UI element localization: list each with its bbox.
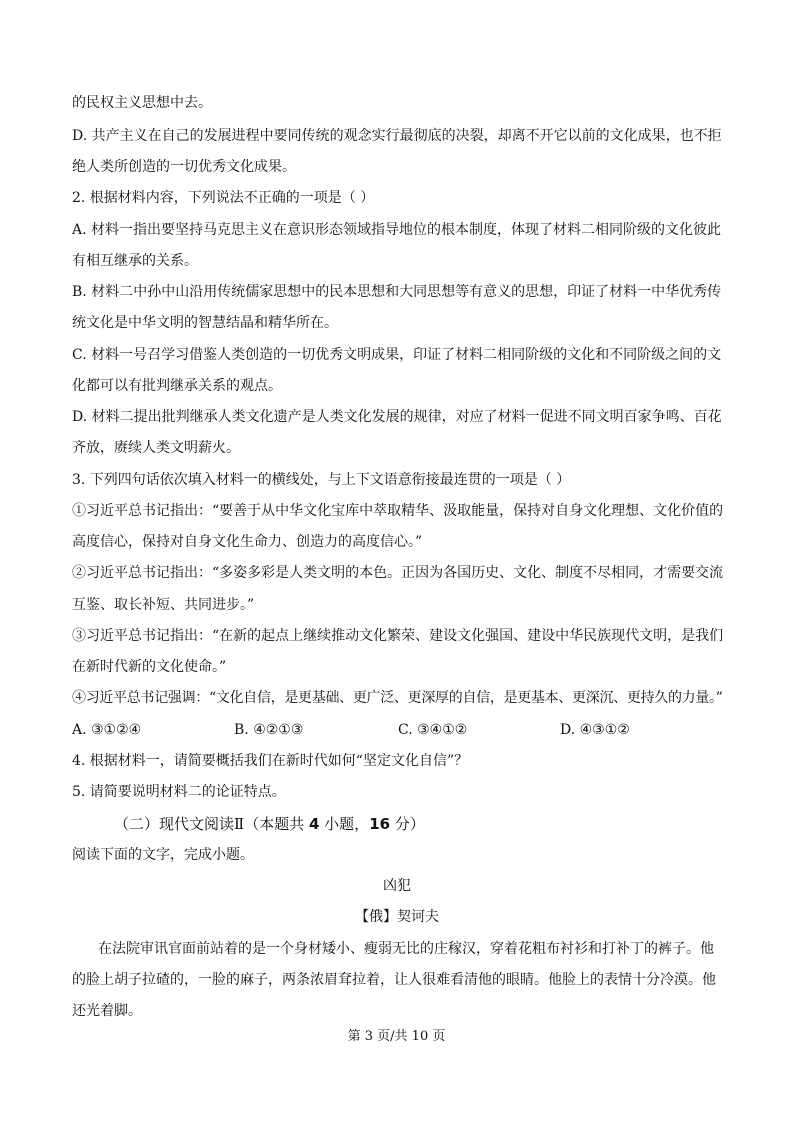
- q2-option-b-line-2: 统文化是中华文明的智慧结晶和精华所在。: [72, 315, 338, 331]
- question-5: 5. 请简要说明材料二的论证特点。: [72, 784, 286, 800]
- option-d-line-2: 绝人类所创造的一切优秀文化成果。: [72, 159, 296, 175]
- sentence-3-line-2: 在新时代新的文化使命。”: [72, 659, 227, 675]
- q2-option-d-line-2: 齐放，赓续人类文明薪火。: [72, 440, 240, 456]
- story-line-2: 的脸上胡子拉碴的，一脸的麻子，两条浓眉耷拉着，让人很难看清他的眼睛。他脸上的表情十分冷漠。他: [72, 972, 716, 988]
- q2-option-c-line-1: C. 材料一号召学习借鉴人类创造的一切优秀文明成果，印证了材料二相同阶级的文化和不同阶级之间的文: [72, 347, 722, 363]
- paragraph-line: 的民权主义思想中去。: [72, 95, 212, 111]
- sentence-1-line-2: 高度信心，保持对自身文化生命力、创造力的高度信心。”: [72, 534, 423, 550]
- question-3: 3. 下列四句话依次填入材料一的横线处，与上下文语意衔接最连贯的一项是（ ）: [72, 472, 571, 488]
- story-line-3: 还光着脚。: [72, 1003, 142, 1019]
- sentence-3-line-1: ③习近平总书记指出：“在新的起点上继续推动文化繁荣、建设文化强国、建设中华民族现代文明，是我们: [72, 628, 724, 644]
- q2-option-a-line-1: A. 材料一指出要坚持马克思主义在意识形态领域指导地位的根本制度，体现了材料二相同阶级的文化彼此: [72, 222, 722, 238]
- q2-option-c-line-2: 化都可以有批判继承关系的观点。: [72, 378, 282, 394]
- question-4: 4. 根据材料一，请简要概括我们在新时代如何“坚定文化自信”？: [72, 753, 469, 769]
- story-title: 凶犯: [383, 878, 411, 894]
- sentence-1-line-1: ①习近平总书记指出：“要善于从中华文化宝库中萃取精华、汲取能量，保持对自身文化理想、文化价值的: [72, 503, 724, 519]
- page-number: 第 3 页/共 10 页: [347, 1029, 446, 1044]
- q3-option-c: C. ③④①②: [398, 722, 468, 738]
- sentence-4: ④习近平总书记强调：“文化自信，是更基础、更广泛、更深厚的自信，是更基本、更深沉、更持久的力量。”: [72, 690, 723, 706]
- sentence-2-line-1: ②习近平总书记指出：“多姿多彩是人类文明的本色。正因为各国历史、文化、制度不尽相同，才需要交流: [72, 565, 724, 581]
- reading-instruction: 阅读下面的文字，完成小题。: [72, 847, 254, 863]
- q3-option-a: A. ③①②④: [72, 722, 142, 738]
- q3-option-b: B. ④②①③: [234, 722, 304, 738]
- q3-option-d: D. ④③①②: [560, 722, 630, 738]
- sentence-2-line-2: 互鉴、取长补短、共同进步。”: [72, 597, 255, 613]
- q2-option-a-line-2: 有相互继承的关系。: [72, 253, 198, 269]
- story-line-1: 在法院审讯官面前站着的是一个身材矮小、瘦弱无比的庄稼汉，穿着花粗布衬衫和打补丁的裤子。他: [98, 941, 714, 957]
- q2-option-b-line-1: B. 材料二中孙中山沿用传统儒家思想中的民本思想和大同思想等有意义的思想，印证了材料一中华优秀传: [72, 284, 722, 300]
- section-heading: （二）现代文阅读Ⅱ（本题共 4 小题，16 分）: [114, 815, 425, 833]
- question-2: 2. 根据材料内容，下列说法不正确的一项是（ ）: [72, 190, 375, 206]
- q2-option-d-line-1: D. 材料二提出批判继承人类文化遗产是人类文化发展的规律，对应了材料一促进不同文明百家争鸣、百花: [72, 409, 722, 425]
- option-d-line-1: D. 共产主义在自己的发展进程中要同传统的观念实行最彻底的决裂，却离不开它以前的文化成果，也不拒: [72, 128, 722, 144]
- story-author: 【俄】契诃夫: [355, 909, 439, 925]
